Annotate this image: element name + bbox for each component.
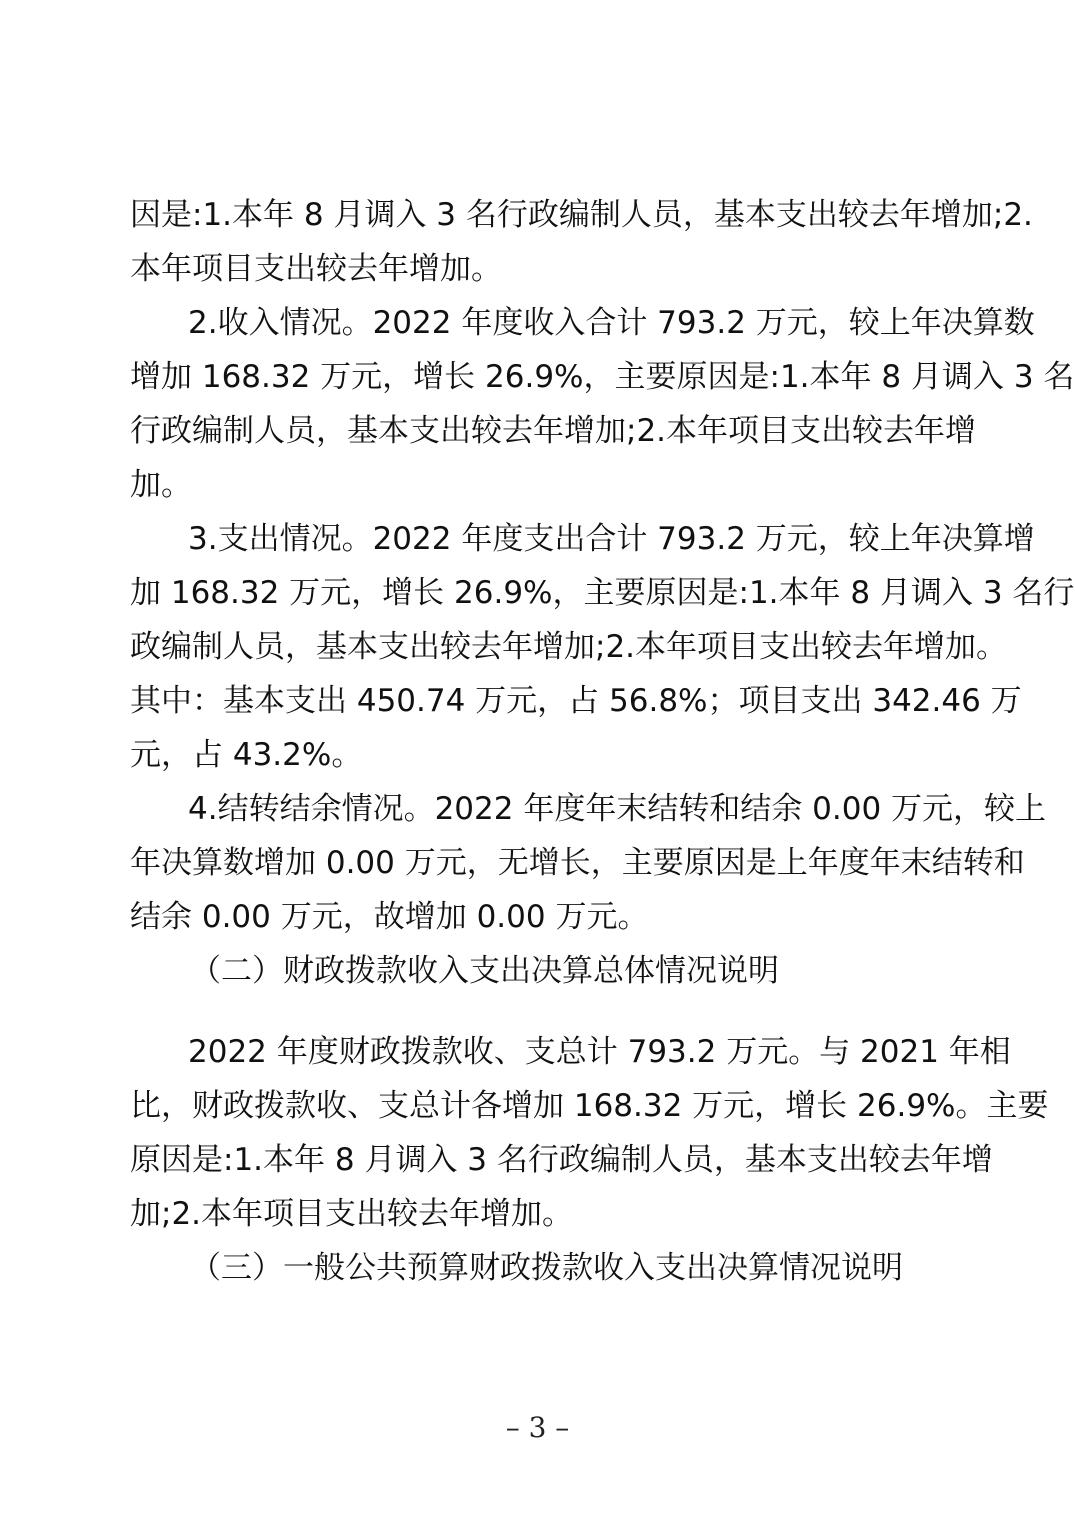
page-number: – 3 – [505, 1411, 570, 1444]
text-line: 3.支出情况。2022 年度支出合计 793.2 万元，较上年决算增 [188, 521, 1035, 557]
section-heading-3: （三）一般公共预算财政拨款收入支出决算情况说明 [190, 1250, 903, 1286]
text-line: 元，占 43.2%。 [130, 737, 363, 773]
text-line: 加。 [130, 467, 192, 503]
text-line: 其中：基本支出 450.74 万元，占 56.8%；项目支出 342.46 万 [130, 683, 1022, 719]
text-line: 增加 168.32 万元，增长 26.9%，主要原因是:1.本年 8 月调入 3 名 [130, 359, 1075, 395]
text-line: 比，财政拨款收、支总计各增加 168.32 万元，增长 26.9%。主要 [130, 1088, 1049, 1124]
text-line: 本年项目支出较去年增加。 [130, 251, 502, 287]
text-line: 年决算数增加 0.00 万元，无增长，主要原因是上年度年末结转和 [130, 845, 1025, 881]
text-line: 行政编制人员，基本支出较去年增加;2.本年项目支出较去年增 [130, 413, 977, 449]
text-line: 政编制人员，基本支出较去年增加;2.本年项目支出较去年增加。 [130, 629, 1008, 665]
text-line: 4.结转结余情况。2022 年度年末结转和结余 0.00 万元，较上 [188, 791, 1047, 827]
text-line: 加;2.本年项目支出较去年增加。 [130, 1196, 574, 1232]
text-line: 加 168.32 万元，增长 26.9%，主要原因是:1.本年 8 月调入 3 名行 [130, 575, 1075, 611]
text-line: 原因是:1.本年 8 月调入 3 名行政编制人员，基本支出较去年增 [130, 1142, 993, 1178]
text-line: 2022 年度财政拨款收、支总计 793.2 万元。与 2021 年相 [188, 1034, 1011, 1070]
text-line: 2.收入情况。2022 年度收入合计 793.2 万元，较上年决算数 [188, 305, 1035, 341]
section-heading-2: （二）财政拨款收入支出决算总体情况说明 [190, 953, 779, 989]
text-line: 结余 0.00 万元，故增加 0.00 万元。 [130, 899, 649, 935]
text-line: 因是:1.本年 8 月调入 3 名行政编制人员，基本支出较去年增加;2. [130, 197, 1033, 233]
